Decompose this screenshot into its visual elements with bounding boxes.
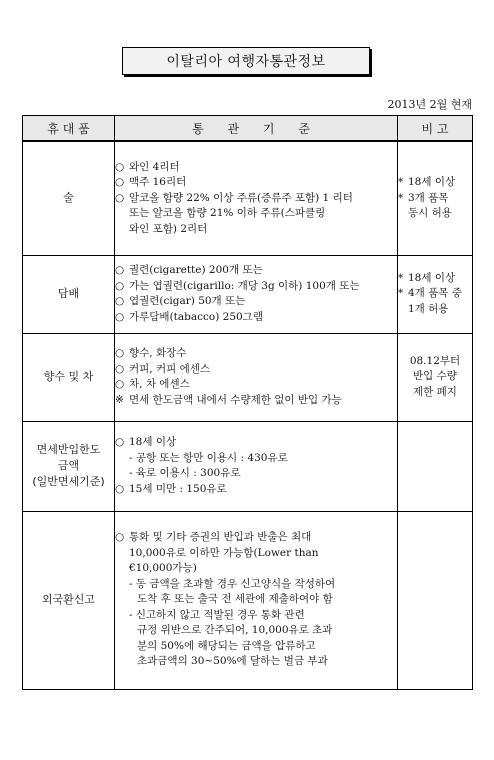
standard-line <box>115 310 397 326</box>
note-line <box>398 385 472 401</box>
standard-cell <box>115 333 398 421</box>
standard-text: - 공항 또는 항만 이용시 : 430유로 <box>129 451 288 464</box>
bullet-mark: ○ <box>115 191 125 204</box>
standard-text: €10,000가능) <box>129 562 197 575</box>
note-line <box>398 271 472 287</box>
standard-line <box>115 346 397 362</box>
standard-cell <box>115 255 398 333</box>
document-title: 이탈리아 여행자통관정보 <box>122 47 370 75</box>
note-text: 동시 허용 <box>408 207 452 219</box>
note-line <box>398 369 472 385</box>
standard-text: - 신고하지 않고 적발된 경우 통화 관련 <box>129 608 305 621</box>
standard-line <box>115 623 397 639</box>
date-line: 2013년 2월 현재 <box>387 98 472 111</box>
note-cell <box>398 141 473 255</box>
standard-text: 가루담배(tabacco) 250그램 <box>129 310 263 323</box>
note-cell <box>398 511 473 689</box>
header-item: 휴 대 품 <box>23 116 115 142</box>
standard-line <box>115 279 397 295</box>
bullet-mark: ○ <box>115 279 125 292</box>
note-cell <box>398 421 473 511</box>
standard-text: 와인 포함) 2리터 <box>129 222 208 235</box>
note-line <box>398 175 472 191</box>
category-label: 면세반입한도 <box>36 443 101 456</box>
bullet-mark: ○ <box>115 176 125 188</box>
note-line <box>398 354 472 370</box>
note-line <box>398 206 472 222</box>
standard-line <box>115 206 397 222</box>
standard-line <box>115 654 397 670</box>
standard-line <box>115 160 397 176</box>
standard-text: - 동 금액을 초과할 경우 신고양식을 작성하여 <box>129 577 336 590</box>
note-line <box>398 191 472 207</box>
note-cell <box>398 255 473 333</box>
standard-text: 면세 한도금액 내에서 수량제한 없이 반입 가능 <box>129 393 342 406</box>
standard-text: 초과금액의 30~50%에 달하는 벌금 부과 <box>137 655 328 668</box>
note-cell <box>398 333 473 421</box>
standard-line <box>115 546 397 562</box>
note-mark: * <box>398 271 404 284</box>
bullet-mark: ※ <box>115 393 124 406</box>
note-mark: * <box>398 287 404 300</box>
note-mark: * <box>398 176 404 188</box>
standard-line <box>115 393 397 409</box>
standard-text: 10,000유로 이하만 가능함(Lower than <box>129 546 319 559</box>
standard-text: 차, 차 에센스 <box>129 378 190 390</box>
category-label: 향수 및 차 <box>43 370 94 383</box>
note-mark <box>398 206 408 222</box>
note-mark <box>398 302 408 318</box>
category-cell <box>23 511 115 689</box>
standard-text: 알코올 함량 22% 이상 주류(증류주 포함) 1 리터 <box>129 191 353 204</box>
standard-cell <box>115 511 398 689</box>
standard-line <box>115 175 397 191</box>
note-line <box>398 302 472 318</box>
note-text: 제한 폐지 <box>413 385 457 398</box>
table-row <box>23 255 473 333</box>
standard-text: 와인 4리터 <box>129 160 180 173</box>
table-row <box>23 511 473 689</box>
standard-text: 커피, 커피 에센스 <box>129 362 211 375</box>
standard-line <box>115 222 397 238</box>
standard-line <box>115 435 397 451</box>
standard-line <box>115 451 397 467</box>
standard-text: 가는 엽궐련(cigarillo: 개당 3g 이하) 100개 또는 <box>129 279 360 292</box>
standard-text: 또는 알코올 함량 21% 이하 주류(스파클링 <box>129 207 326 219</box>
standard-line <box>115 377 397 393</box>
standard-cell <box>115 421 398 511</box>
standard-text: - 육로 이용시 : 300유로 <box>129 467 241 479</box>
header-standard: 통 관 기 준 <box>115 116 398 142</box>
note-line <box>398 286 472 302</box>
standard-line <box>115 362 397 378</box>
bullet-mark: ○ <box>115 347 125 359</box>
category-cell <box>23 333 115 421</box>
standard-line <box>115 294 397 310</box>
category-label: 외국환신고 <box>41 593 96 606</box>
standard-text: 규정 위반으로 간주되어, 10,000유로 초과 <box>137 624 333 637</box>
standard-line <box>115 561 397 577</box>
standard-text: 향수, 화장수 <box>129 347 187 359</box>
standard-text: 15세 미만 : 150유로 <box>129 482 227 495</box>
standard-line <box>115 608 397 624</box>
standard-text: 분의 50%에 해당되는 금액을 압류하고 <box>137 639 316 652</box>
note-text: 18세 이상 <box>408 176 456 188</box>
standard-line <box>115 639 397 655</box>
bullet-mark: ○ <box>115 264 125 276</box>
note-text: 18세 이상 <box>408 271 456 284</box>
standard-text: 궐련(cigarette) 200개 또는 <box>129 264 263 276</box>
table-row <box>23 421 473 511</box>
standard-line <box>115 263 397 279</box>
bullet-mark: ○ <box>115 531 125 544</box>
customs-table <box>22 115 473 690</box>
note-text: 08.12부터 <box>409 354 461 367</box>
table-header-row <box>23 116 473 142</box>
standard-cell <box>115 141 398 255</box>
note-text: 4개 품목 중 <box>408 287 462 300</box>
bullet-mark: ○ <box>115 310 125 323</box>
standard-text: 엽궐련(cigar) 50개 또는 <box>129 295 246 307</box>
standard-line <box>115 530 397 546</box>
table-row <box>23 333 473 421</box>
standard-text: 도착 후 또는 출국 전 세관에 제출하여야 함 <box>137 593 333 606</box>
note-text: 반입 수량 <box>413 370 457 383</box>
standard-line <box>115 592 397 608</box>
category-cell <box>23 421 115 511</box>
note-text: 1개 허용 <box>408 302 449 315</box>
category-label: (일반면세기준) <box>32 475 105 488</box>
table-row <box>23 141 473 255</box>
category-label: 담배 <box>57 287 80 300</box>
bullet-mark: ○ <box>115 482 125 495</box>
standard-line <box>115 577 397 593</box>
standard-text: 맥주 16리터 <box>129 176 187 188</box>
bullet-mark: ○ <box>115 436 125 448</box>
category-cell <box>23 255 115 333</box>
standard-line <box>115 482 397 498</box>
header-note: 비 고 <box>398 116 473 142</box>
standard-text: 18세 이상 <box>129 436 177 448</box>
bullet-mark: ○ <box>115 295 125 307</box>
category-label: 술 <box>63 191 74 205</box>
standard-text: 통화 및 기타 증권의 반입과 반출은 최대 <box>129 531 312 544</box>
note-mark: * <box>398 191 404 204</box>
category-cell <box>23 141 115 255</box>
bullet-mark: ○ <box>115 362 125 375</box>
category-label: 금액 <box>57 459 80 472</box>
standard-line <box>115 466 397 482</box>
bullet-mark: ○ <box>115 160 125 173</box>
note-text: 3개 품목 <box>408 191 449 204</box>
bullet-mark: ○ <box>115 378 125 390</box>
standard-line <box>115 191 397 207</box>
